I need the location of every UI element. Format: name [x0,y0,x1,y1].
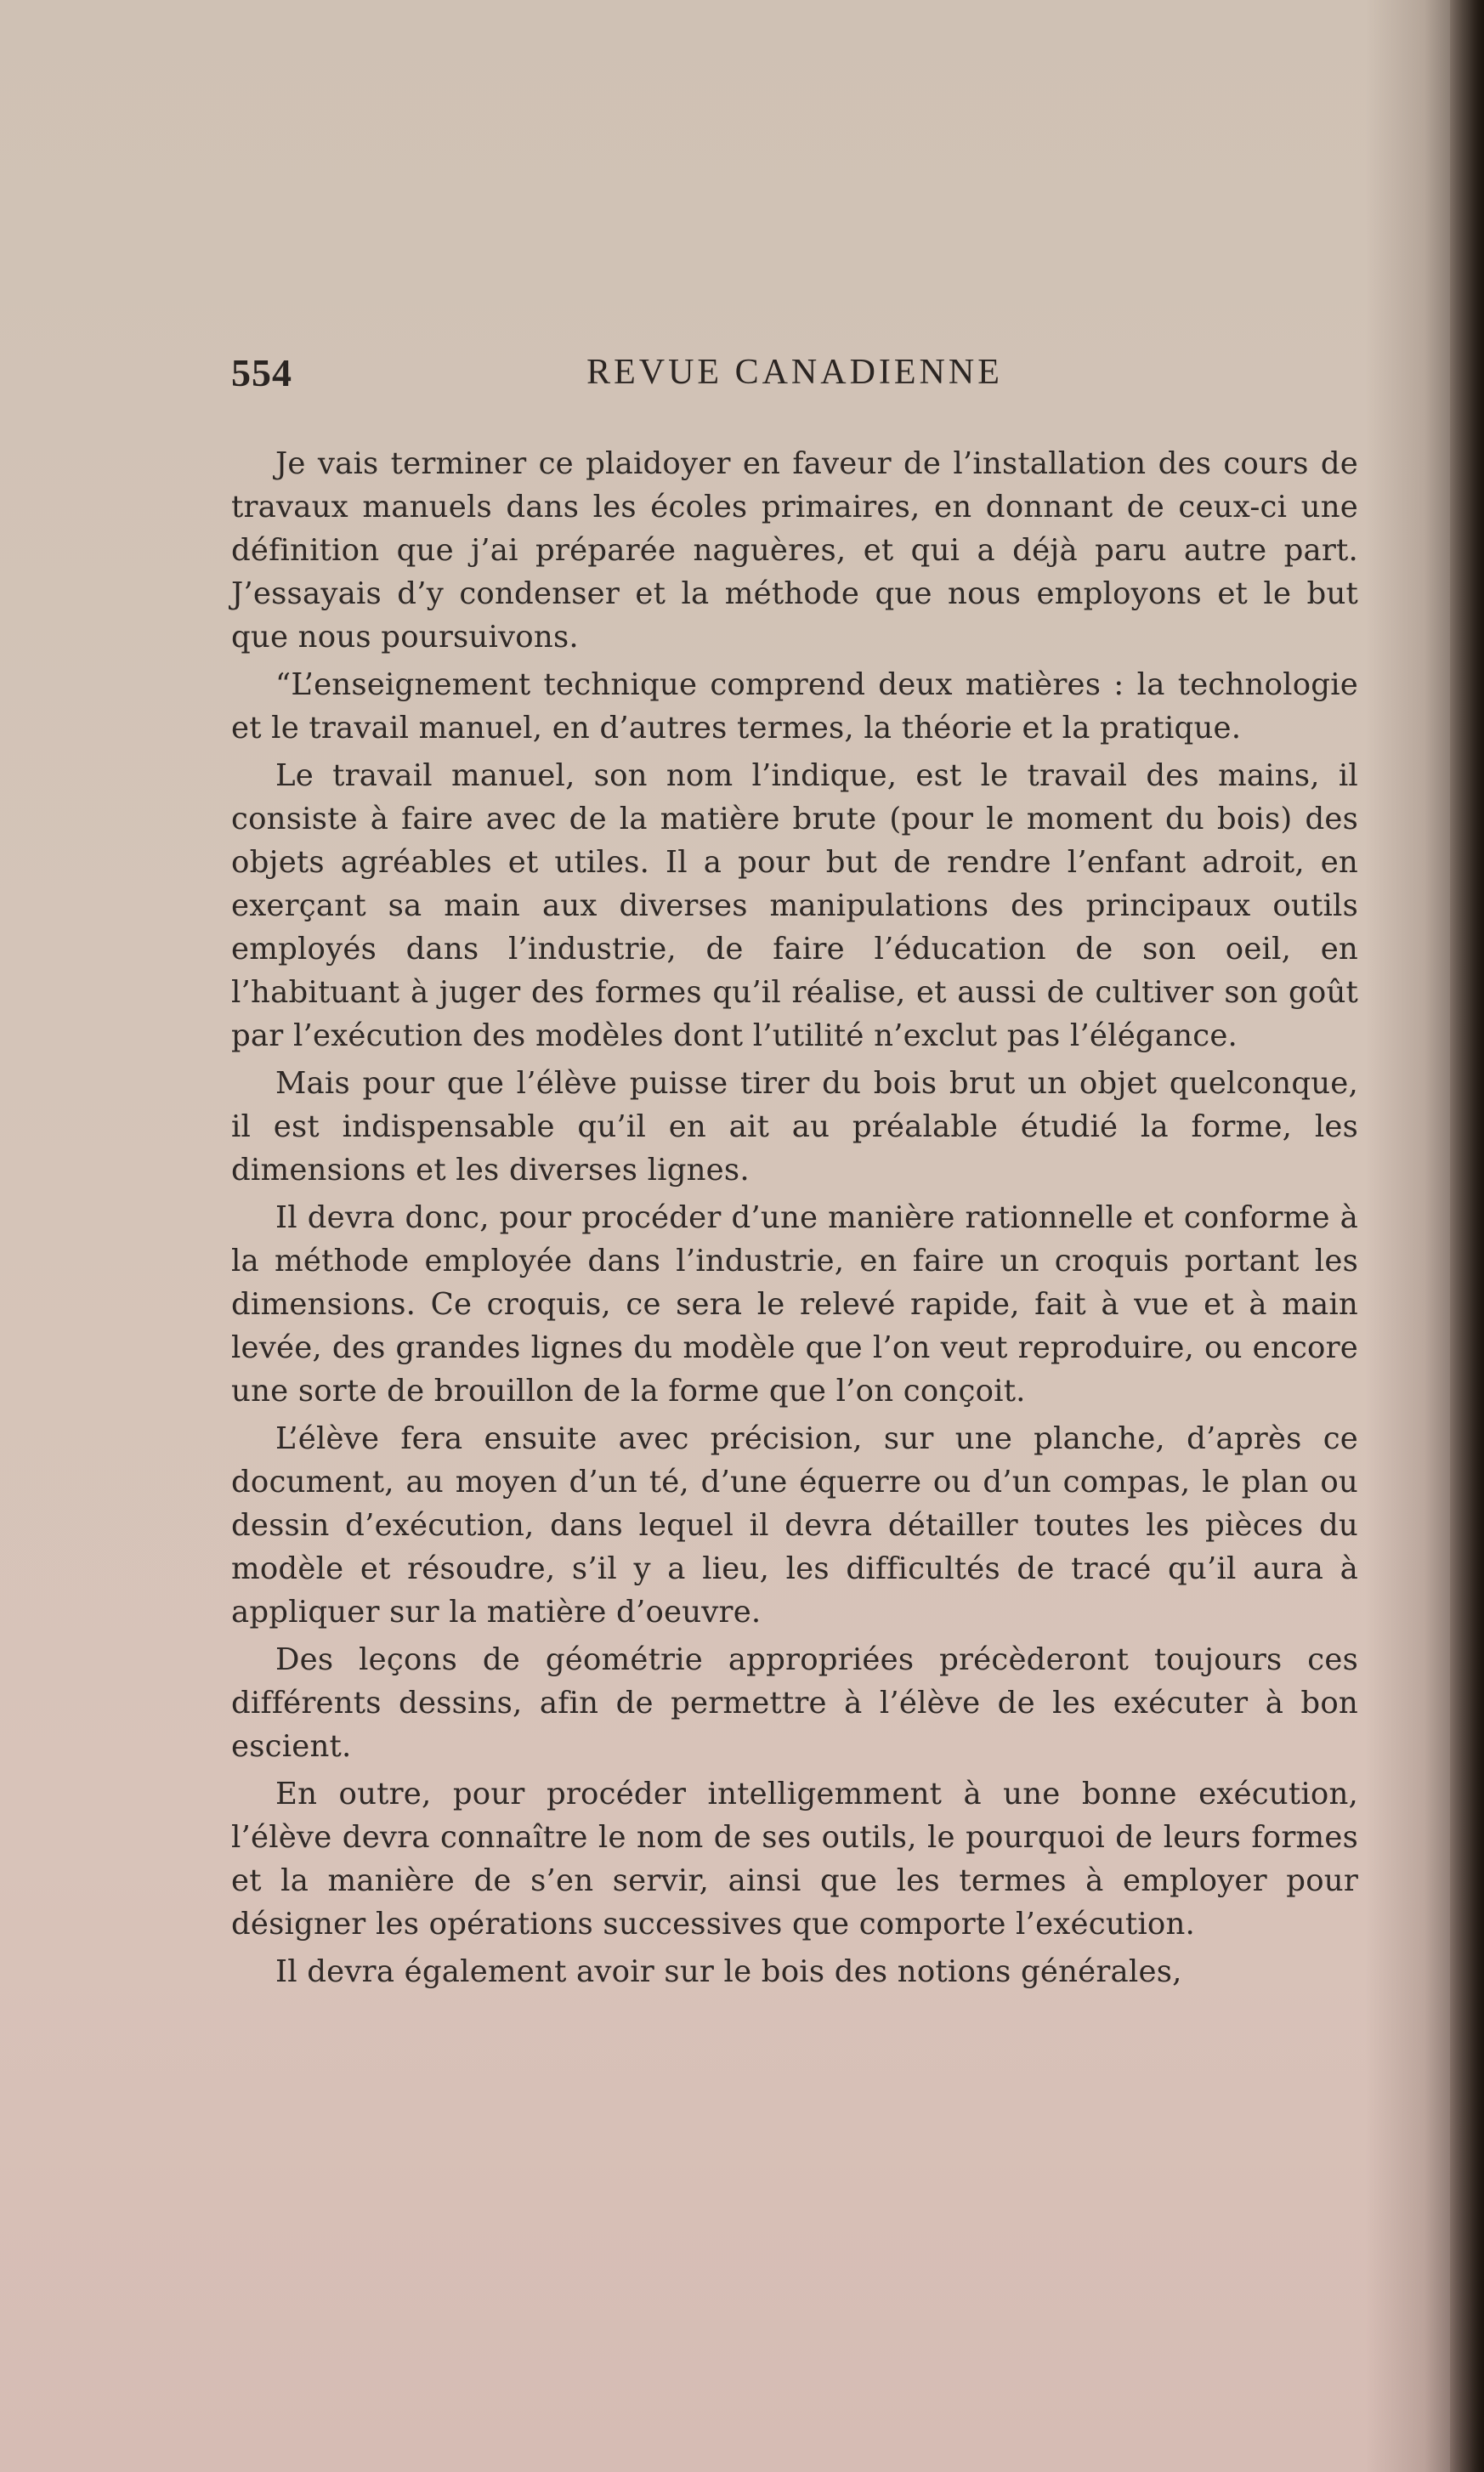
body-text [231,442,1358,1998]
running-head [231,350,1358,410]
paragraph-6: L’élève fera ensuite avec précision, sur une planche, d’après ce document, au moyen d’un té, d’une équerre ou d’un compas, le plan ou dessin d’exécution, dans lequel il devra détailler toutes les pièces du modèle et résoudre, s’il y a lieu, les difficultés de tracé qu’il aura à appliquer sur la matière d’oeuvre. [231,1421,1358,1630]
page-number: 554 [231,351,292,394]
paragraph-4: Mais pour que l’élève puisse tirer du bois brut un objet quelconque, il est indispensable qu’il en ait au préalable étudié la forme, les dimensions et les diverses lignes. [231,1066,1358,1188]
paragraph-3: Le travail manuel, son nom l’indique, est le travail des mains, il consiste à faire avec de la matière brute (pour le moment du bois) des objets agréables et utiles. Il a pour but de rendre l’enfant adroit, en exerçant sa main aux diverses manipulations des principaux outils employés dans l’industrie, de faire l’éducation de son oeil, en l’habituant à juger des formes qu’il réalise, et aussi de cultiver son goût par l’exécution des modèles dont l’utilité n’exclut pas l’élégance. [231,758,1358,1053]
paragraph-8: En outre, pour procéder intelligemment à une bonne exécution, l’élève devra connaître le nom de ses outils, le pourquoi de leurs formes et la manière de s’en servir, ainsi que les termes à employer pour désigner les opérations successives que comporte l’exécution. [231,1777,1358,1942]
paragraph-2: “L’enseignement technique comprend deux matières : la technologie et le travail manuel, en d’autres termes, la théorie et la pratique. [231,667,1358,746]
page-gutter-shadow [1450,0,1484,2472]
paragraph-5: Il devra donc, pour procéder d’une manière rationnelle et conforme à la méthode employée dans l’industrie, en faire un croquis portant les dimensions. Ce croquis, ce sera le relevé rapide, fait à vue et à main levée, des grandes lignes du modèle que l’on veut reproduire, ou encore une sorte de brouillon de la forme que l’on conçoit. [231,1200,1358,1409]
paragraph-1: Je vais terminer ce plaidoyer en faveur de l’installation des cours de travaux manuels dans les écoles primaires, en donnant de ceux-ci une définition que j’ai préparée naguères, et qui a déjà paru autre part. J’essayais d’y condenser et la méthode que nous employons et le but que nous poursuivons. [231,446,1358,655]
paragraph-7: Des leçons de géométrie appropriées précèderont toujours ces différents dessins, afin de permettre à l’élève de les exécuter à bon escient. [231,1642,1358,1764]
paragraph-9: Il devra également avoir sur le bois des notions générales, [275,1954,1182,1989]
journal-title: REVUE CANADIENNE [586,353,1003,392]
